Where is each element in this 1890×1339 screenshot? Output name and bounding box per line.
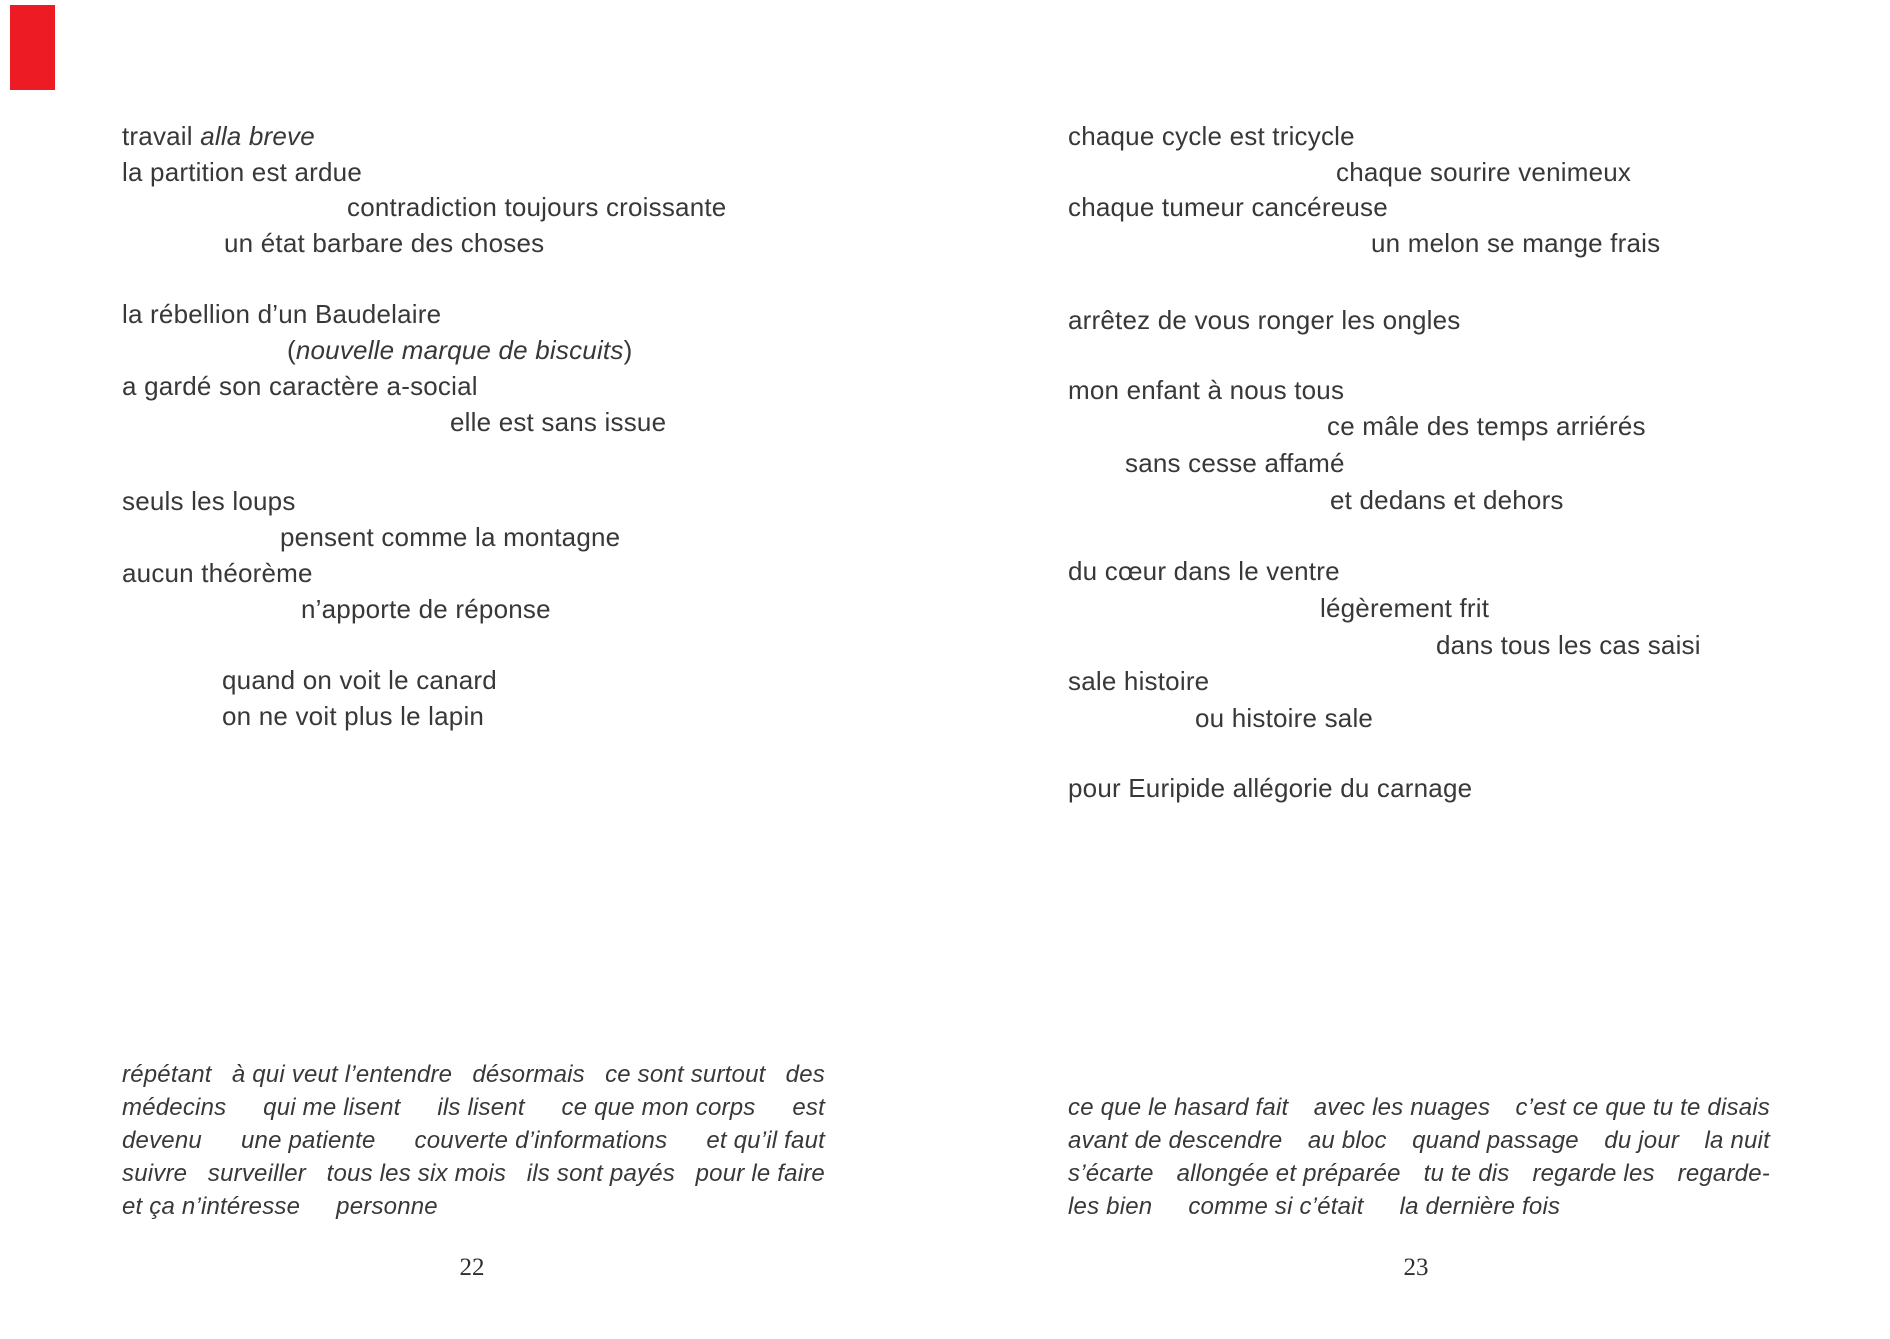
footnote-segment: avant de descendre	[1068, 1127, 1283, 1154]
poem-line-segment: a gardé son caractère a-social	[122, 371, 478, 401]
poem-line-segment: la partition est ardue	[122, 157, 362, 187]
poem-line-segment: et dedans et dehors	[1330, 485, 1564, 515]
poem-line-segment: )	[623, 335, 633, 365]
footnote-paragraph	[1068, 1091, 1770, 1223]
footnote-line	[122, 1058, 825, 1091]
footnote-segment: des	[785, 1061, 825, 1088]
poem-line	[1320, 593, 1489, 623]
poem-line-segment: n’apporte de réponse	[301, 594, 551, 624]
poem-line-segment: contradiction toujours croissante	[347, 192, 727, 222]
poem-line	[301, 594, 551, 624]
poem-line	[280, 522, 620, 552]
footnote-segment: répétant	[122, 1061, 212, 1088]
poem-line	[450, 407, 666, 437]
poem-line	[222, 665, 497, 695]
poem-line	[224, 228, 544, 258]
poem-line-segment: arrêtez de vous ronger les ongles	[1068, 305, 1461, 335]
poem-line-segment: chaque tumeur cancéreuse	[1068, 192, 1388, 222]
footnote-segment: pour le faire	[695, 1160, 825, 1187]
footnote-segment: à qui veut l’entendre	[231, 1061, 453, 1088]
poem-line-segment: seuls les loups	[122, 486, 296, 516]
footnote-segment: une patiente	[240, 1127, 376, 1154]
poem-line-segment: ce mâle des temps arriérés	[1327, 411, 1646, 441]
page-number-right: 23	[1403, 1254, 1429, 1281]
poem-line	[1068, 666, 1209, 696]
footnote-segment: c’est ce que tu te disais	[1515, 1094, 1770, 1121]
footnote-segment: ce que le hasard fait	[1068, 1094, 1289, 1121]
poem-line-segment: dans tous les cas saisi	[1436, 630, 1701, 660]
poem-line	[122, 558, 313, 588]
footnote-segment: la nuit	[1704, 1127, 1770, 1154]
poem-line	[122, 299, 441, 329]
footnote-segment: s’écarte	[1068, 1160, 1154, 1187]
poem-line	[122, 486, 296, 516]
footnote-segment: tu te dis	[1423, 1160, 1510, 1187]
poem-line-segment: légèrement frit	[1320, 593, 1490, 623]
poem-line	[122, 121, 315, 151]
poem-line	[347, 192, 726, 222]
poem-line	[222, 701, 484, 731]
footnote-segment: devenu	[122, 1127, 202, 1154]
footnote-segment: au bloc	[1307, 1127, 1387, 1154]
footnote-segment: ils sont payés	[526, 1160, 675, 1187]
footnote-segment: tous les six mois	[326, 1160, 507, 1187]
poem-line-segment: nouvelle marque de biscuits	[295, 335, 624, 365]
poem-line-segment: pensent comme la montagne	[280, 522, 621, 552]
poem-line	[1068, 773, 1472, 803]
poem-line-segment: (	[287, 335, 296, 365]
poem-line-segment: du cœur dans le ventre	[1068, 556, 1340, 586]
poem-line	[1436, 630, 1701, 660]
footnote-segment: comme si c’était	[1188, 1193, 1364, 1220]
footnote-segment: allongée et préparée	[1176, 1160, 1401, 1187]
poem-line-segment: un état barbare des choses	[224, 228, 545, 258]
footnote-segment: est	[792, 1094, 825, 1121]
footnote-segment: regarde-	[1677, 1160, 1770, 1187]
footnote-segment: et ça n’intéresse	[122, 1193, 301, 1220]
footnote-segment: ce que mon corps	[561, 1094, 756, 1121]
footnote-segment: avec les nuages	[1313, 1094, 1491, 1121]
footnote-segment: médecins	[122, 1094, 227, 1121]
poem-line	[1195, 703, 1373, 733]
footnote-segment: surveiller	[207, 1160, 306, 1187]
footnote-line	[1068, 1190, 1770, 1223]
footnote-segment: suivre	[122, 1160, 188, 1187]
poem-line	[1068, 305, 1461, 335]
poem-line-segment: on ne voit plus le lapin	[222, 701, 485, 731]
footnote-paragraph	[122, 1058, 825, 1223]
footnote-line	[122, 1091, 825, 1124]
poem-line-segment: quand on voit le canard	[222, 665, 497, 695]
footnote-line	[1068, 1124, 1770, 1157]
poem-line	[1068, 556, 1340, 586]
footnote-segment: qui me lisent	[263, 1094, 401, 1121]
footnote-line	[122, 1124, 825, 1157]
footnote-line	[122, 1190, 825, 1223]
poem-line-segment: sans cesse affamé	[1125, 448, 1345, 478]
footnote-segment: quand passage	[1412, 1127, 1579, 1154]
poem-line-segment: chaque sourire venimeux	[1336, 157, 1632, 187]
red-corner-mark	[10, 5, 55, 90]
page-number-left: 22	[459, 1254, 485, 1281]
poem-line-segment: la rébellion d’un Baudelaire	[122, 299, 442, 329]
poem-line-segment: un melon se mange frais	[1371, 228, 1661, 258]
footnote-segment: désormais	[472, 1061, 585, 1088]
poem-line	[287, 335, 632, 365]
footnote-segment: ils lisent	[437, 1094, 525, 1121]
footnote-segment: et qu’il faut	[706, 1127, 825, 1154]
footnote-segment: la dernière fois	[1399, 1193, 1561, 1220]
footnote-segment: couverte d’informations	[414, 1127, 668, 1154]
footnote-segment: personne	[336, 1193, 438, 1220]
poem-line	[122, 371, 478, 401]
poem-line-segment: aucun théorème	[122, 558, 313, 588]
poem-line-segment: elle est sans issue	[450, 407, 667, 437]
poem-line-segment: chaque cycle est tricycle	[1068, 121, 1355, 151]
footnote-segment: regarde les	[1532, 1160, 1655, 1187]
poem-line	[1068, 375, 1344, 405]
poem-line-segment: pour Euripide allégorie du carnage	[1068, 773, 1473, 803]
poem-line	[1330, 485, 1564, 515]
footnote-segment: du jour	[1604, 1127, 1680, 1154]
footnote-line	[1068, 1091, 1770, 1124]
footnote-segment: les bien	[1068, 1193, 1153, 1220]
poem-line-segment: ou histoire sale	[1195, 703, 1374, 733]
poem-line	[1327, 411, 1646, 441]
footnote-line	[122, 1157, 825, 1190]
poem-line	[1125, 448, 1345, 478]
poem-line	[122, 157, 362, 187]
poem-line	[1068, 121, 1355, 151]
footnote-segment: ce sont surtout	[605, 1061, 766, 1088]
poem-line	[1371, 228, 1660, 258]
poem-line-segment: travail	[122, 121, 201, 151]
footnote-line	[1068, 1157, 1770, 1190]
poem-line	[1068, 192, 1388, 222]
poem-line-segment: alla breve	[200, 121, 315, 151]
poem-line-segment: mon enfant à nous tous	[1068, 375, 1345, 405]
poem-line	[1336, 157, 1631, 187]
poem-line-segment: sale histoire	[1068, 666, 1210, 696]
